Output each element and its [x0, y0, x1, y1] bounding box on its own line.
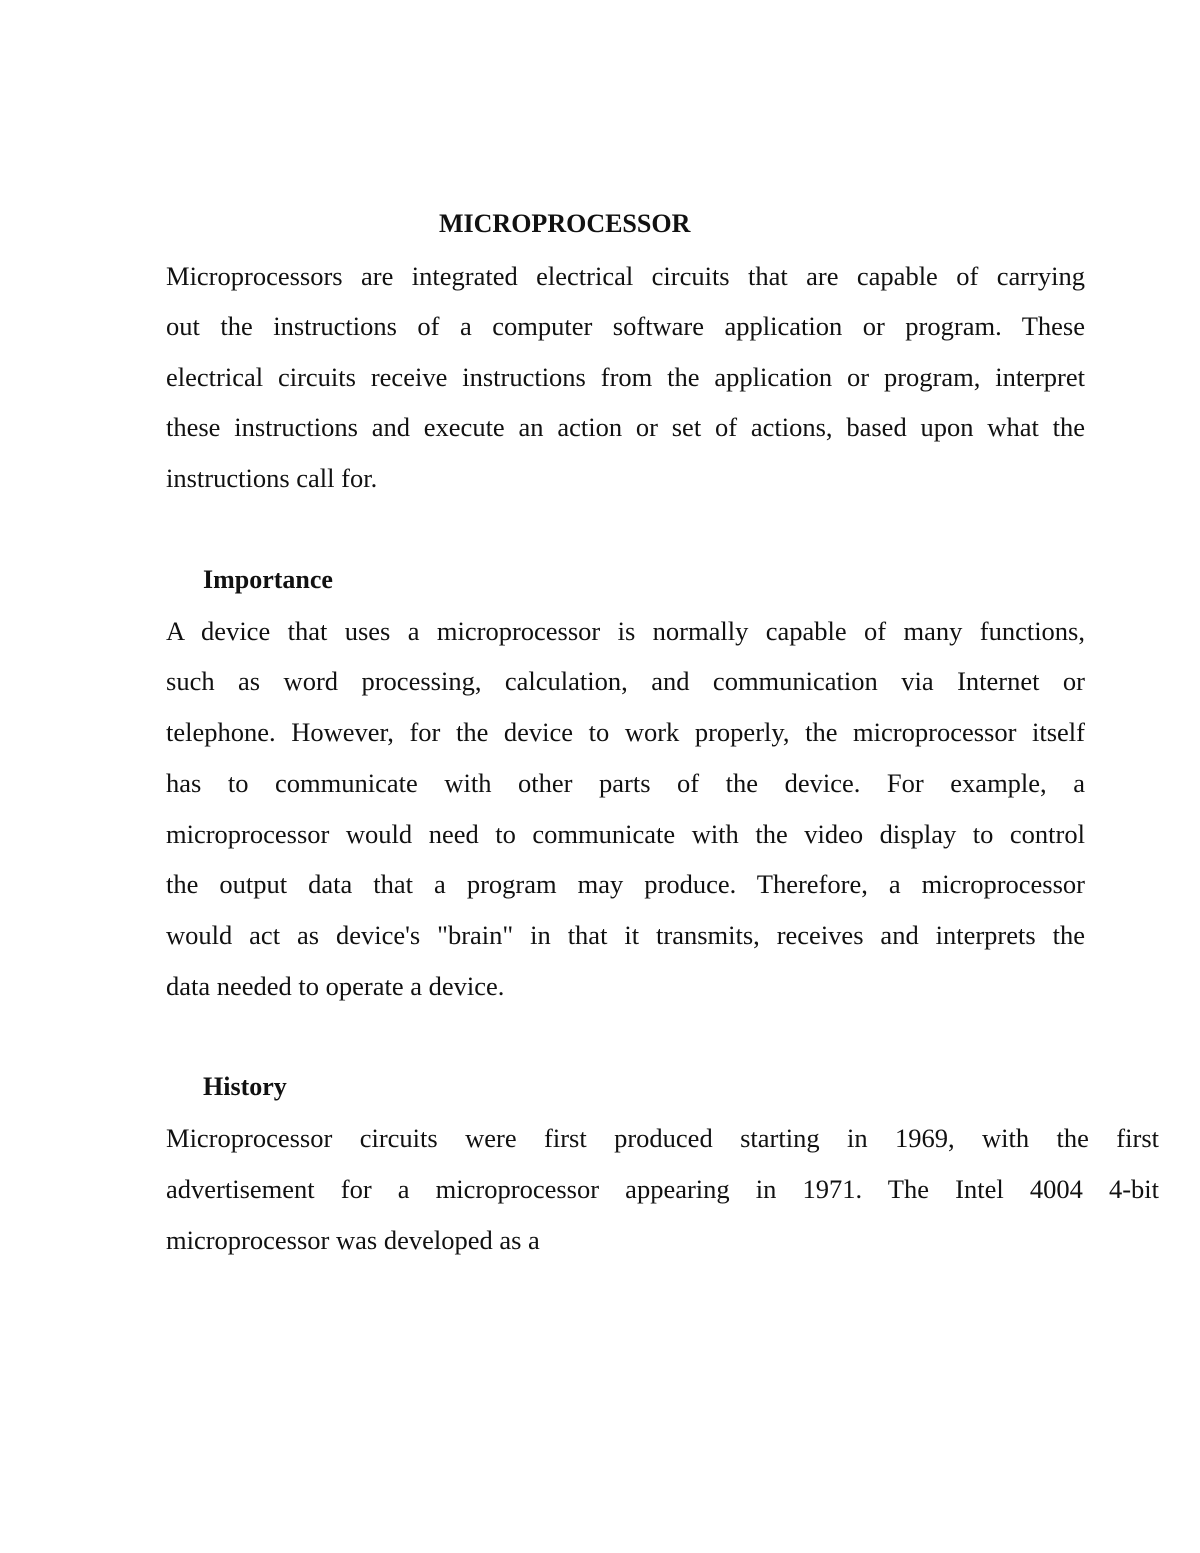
- history-heading: History: [203, 1072, 287, 1101]
- intro-line: instructions call for.: [166, 463, 378, 493]
- intro-line: electrical circuits receive instructions from the application or program, interpret: [166, 362, 1085, 392]
- intro-line: these instructions and execute an action or set of actions, based upon what the: [166, 412, 1085, 442]
- intro-line: Microprocessors are integrated electrical circuits that are capable of carrying: [166, 261, 1085, 291]
- importance-line: telephone. However, for the device to work properly, the microprocessor itself: [166, 717, 1085, 747]
- importance-line: microprocessor would need to communicate with the video display to control: [166, 819, 1085, 849]
- history-line: advertisement for a microprocessor appearing in 1971. The Intel 4004 4-bit: [166, 1174, 1159, 1204]
- history-line: microprocessor was developed as a: [166, 1225, 540, 1255]
- intro-line: out the instructions of a computer software application or program. These: [166, 311, 1085, 341]
- document-title: MICROPROCESSOR: [439, 209, 691, 238]
- importance-heading: Importance: [203, 565, 333, 594]
- importance-line: has to communicate with other parts of the device. For example, a: [166, 768, 1085, 798]
- importance-line: the output data that a program may produce. Therefore, a microprocessor: [166, 869, 1085, 899]
- importance-line: A device that uses a microprocessor is normally capable of many functions,: [166, 616, 1085, 646]
- history-line: Microprocessor circuits were first produced starting in 1969, with the first: [166, 1123, 1159, 1153]
- importance-line: would act as device's "brain" in that it transmits, receives and interprets the: [166, 920, 1085, 950]
- importance-line: data needed to operate a device.: [166, 971, 505, 1001]
- importance-line: such as word processing, calculation, and communication via Internet or: [166, 666, 1085, 696]
